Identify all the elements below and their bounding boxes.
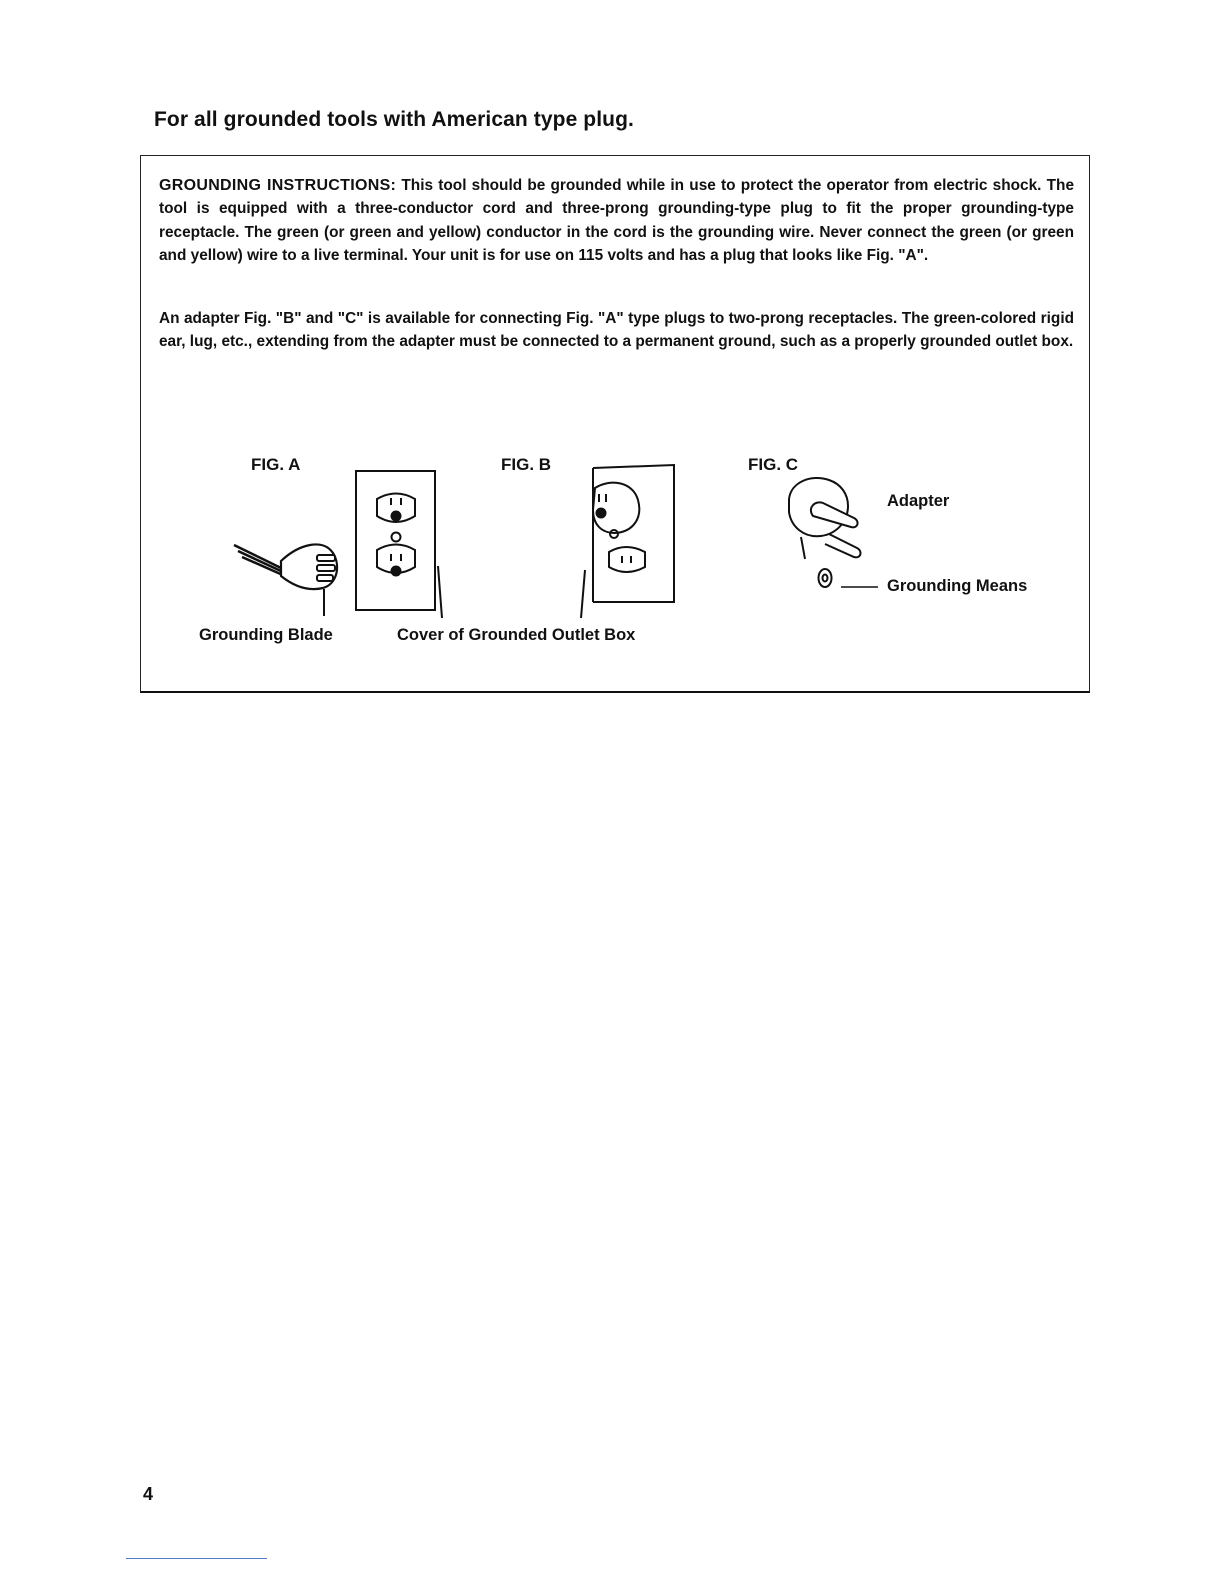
outlet-box-cover-caption: Cover of Grounded Outlet Box [397,626,636,644]
grounding-means-caption: Grounding Means [887,577,1028,595]
fig-a-label: FIG. A [251,455,301,474]
grounding-blade-caption: Grounding Blade [199,626,333,644]
fig-c-illustration [141,156,1091,694]
adapter-paragraph: An adapter Fig. "B" and "C" is available for connecting Fig. "A" type plugs to two-prong receptacles. The green-colored rigid ear, lug, etc., extending from the adapter must be connected to a permanent ground, such as a properly grounded outlet box. [159,310,1074,351]
grounding-instructions-lead: GROUNDING INSTRUCTIONS: [159,177,397,194]
adapter-caption: Adapter [887,492,950,510]
grounding-instructions-box [140,155,1090,693]
page-number: 4 [143,1484,154,1504]
fig-c-label: FIG. C [748,455,799,474]
page-heading: For all grounded tools with American type plug. [154,108,634,131]
fig-b-label: FIG. B [501,455,552,474]
grounding-instructions-body: This tool should be grounded while in use to protect the operator from electric shock. The tool is equipped with a three-conductor cord and three-prong grounding-type plug to fit the proper grounding-type receptacle. The green (or green and yellow) conductor in the cord is the grounding wire. Never connect the green (or green and yellow) wire to a live terminal. Your unit is for use on 115 volts and has a plug that looks like Fig. "A". [159,177,1074,265]
footer-rule [126,1558,267,1559]
